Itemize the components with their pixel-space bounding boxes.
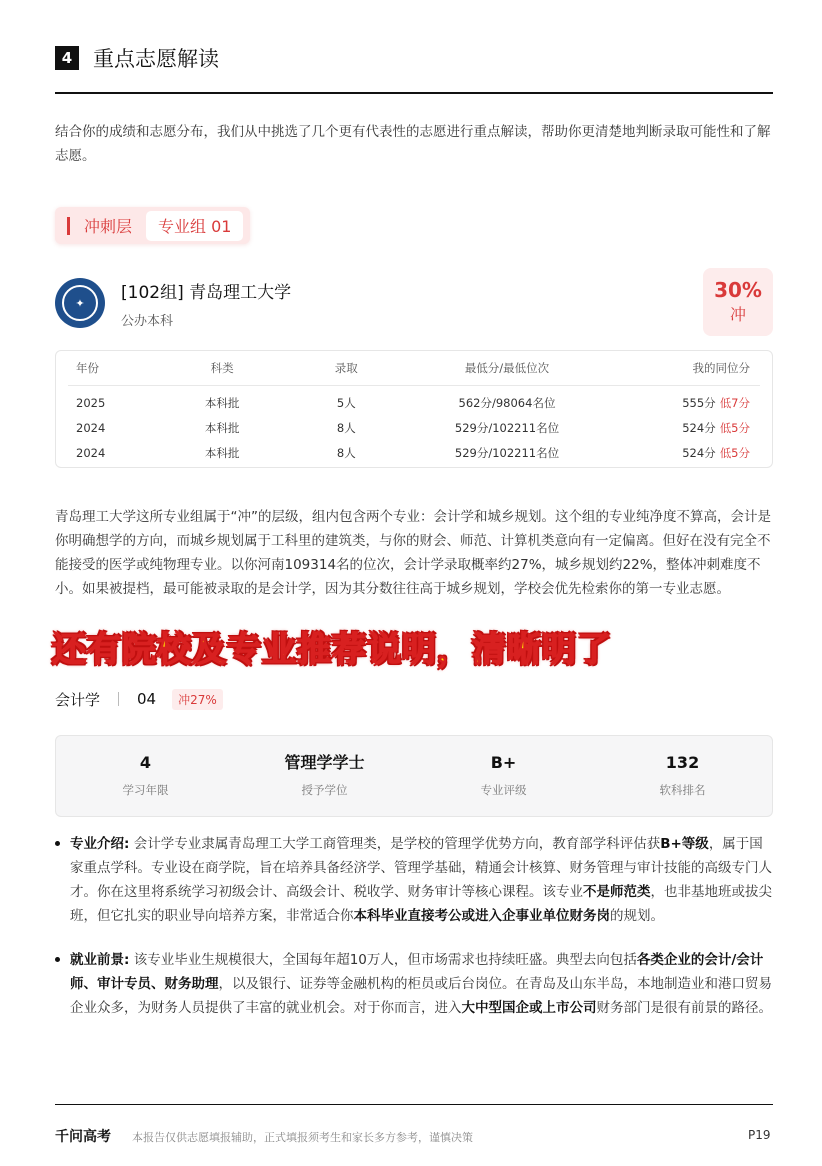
university-type: 公办本科 bbox=[121, 314, 174, 329]
cell-same-score bbox=[612, 445, 760, 461]
intro-text: 结合你的成绩和志愿分布，我们从中挑选了几个更有代表性的志愿进行重点解读，帮助你更清楚地判断录取可能性和了解志愿。 bbox=[55, 124, 771, 164]
cell-admitted: 8人 bbox=[336, 445, 356, 460]
intro-bold: B+等级 bbox=[660, 836, 709, 852]
university-logo-icon bbox=[55, 278, 105, 328]
table-header-row bbox=[68, 351, 760, 386]
tier-label: 冲刺层 bbox=[84, 217, 133, 236]
admission-table bbox=[55, 350, 773, 468]
stat-value: 管理学学士 bbox=[284, 753, 365, 772]
table-row bbox=[68, 390, 760, 415]
intro-bold: 不是师范类 bbox=[583, 884, 651, 900]
probability-badge bbox=[703, 268, 773, 336]
cell-same-score bbox=[612, 420, 760, 436]
intro-span: 会计学专业隶属青岛理工大学工商管理类，是学校的管理学优势方向，教育部学科评估获 bbox=[129, 836, 661, 852]
cell-same-score bbox=[612, 395, 760, 411]
major-code: 04 bbox=[137, 690, 157, 708]
tier-accent-bar bbox=[67, 217, 70, 235]
stat-ranking bbox=[593, 736, 772, 816]
cell-min-score: 529分/102211名位 bbox=[454, 445, 560, 460]
footer-brand: 千问高考 bbox=[55, 1129, 111, 1145]
job-span: 该专业毕业生规模很大，全国每年超10万人，但市场需求也持续旺盛。典型去向包括 bbox=[129, 952, 637, 968]
cell-category: 本科批 bbox=[204, 420, 240, 435]
header-admitted: 录取 bbox=[334, 361, 358, 375]
header-category: 科类 bbox=[210, 361, 234, 375]
bullet-dot bbox=[55, 841, 60, 846]
job-span: ，以及银行、证券等金融机构的柜员或后台岗位。在青岛及山东半岛，本地制造业和港口贸易企业众多，为财务人员提供了丰富的就业机会。对于你而言，进入 bbox=[70, 976, 772, 1016]
stat-label: 学习年限 bbox=[122, 783, 169, 797]
job-bold: 大中型国企或上市公司 bbox=[461, 1000, 597, 1016]
major-intro-bullet bbox=[55, 832, 775, 928]
bullet-dot bbox=[55, 957, 60, 962]
stat-duration bbox=[56, 736, 235, 816]
section-number: 4 bbox=[55, 46, 79, 70]
analysis-paragraph: 青岛理工大学这所专业组属于“冲”的层级，组内包含两个专业：会计学和城乡规划。这个组的专业纯净度不算高，会计是你明确想学的方向，而城乡规划属于工科里的建筑类，与你的财会、师范、计算机类意向有一定偏离。但好在没有完全不能接受的医学或纯物理专业。以你河南109314名的位次，会计学录取概率约27%，城乡规划约22%，整体冲刺难度不小。如果被提档，最可能被录取的是会计学，因为其分数往往高于城乡规划，学校会优先检索你的第一专业志愿。 bbox=[55, 509, 771, 597]
major-divider bbox=[118, 692, 119, 706]
cell-category: 本科批 bbox=[204, 445, 240, 460]
tier-group: 专业组 01 bbox=[146, 211, 243, 241]
cell-year: 2024 bbox=[76, 420, 106, 435]
score-diff: 低7分 bbox=[719, 395, 751, 410]
intro-span: 的规划。 bbox=[610, 908, 664, 924]
footer-divider bbox=[55, 1104, 773, 1105]
cell-year: 2025 bbox=[76, 395, 106, 410]
intro-span: ，也非基地班或拔尖班，但它扎实的职业导向培养方案，非常适合你 bbox=[70, 884, 772, 924]
job-outlook-bullet bbox=[55, 948, 775, 1020]
university-seal-icon: ✦ bbox=[62, 285, 98, 321]
job-bold: 各类企业的会计/会计师、审计专员、财务助理 bbox=[70, 952, 764, 992]
major-row bbox=[55, 686, 223, 712]
probability-value: 30% bbox=[714, 278, 762, 302]
header-year: 年份 bbox=[76, 361, 99, 375]
cell-year: 2024 bbox=[76, 445, 106, 460]
cell-category: 本科批 bbox=[204, 395, 240, 410]
score-diff: 低5分 bbox=[719, 420, 751, 435]
section-title: 重点志愿解读 bbox=[93, 47, 219, 71]
job-outlook-text bbox=[70, 948, 775, 1020]
footer-disclaimer: 本报告仅供志愿填报辅助，正式填报须考生和家长多方参考，谨慎决策 bbox=[132, 1131, 473, 1144]
header-same-score: 我的同位分 bbox=[692, 361, 751, 375]
major-stats bbox=[55, 735, 773, 817]
stat-value: B+ bbox=[490, 753, 517, 772]
job-span: 财务部门是很有前景的路径。 bbox=[596, 1000, 772, 1016]
tier-tag bbox=[55, 207, 250, 244]
same-score: 524分 bbox=[682, 445, 716, 460]
table-row bbox=[68, 415, 760, 440]
stat-value: 132 bbox=[665, 753, 700, 772]
cell-min-score: 529分/102211名位 bbox=[454, 420, 560, 435]
job-heading: 就业前景: bbox=[70, 952, 130, 968]
stat-label: 专业评级 bbox=[480, 783, 527, 797]
cell-admitted: 5人 bbox=[336, 395, 356, 410]
university-name: [102组] 青岛理工大学 bbox=[121, 283, 292, 303]
intro-heading: 专业介绍: bbox=[70, 836, 130, 852]
major-intro-text bbox=[70, 832, 775, 928]
stat-label: 软科排名 bbox=[659, 783, 706, 797]
stat-degree bbox=[235, 736, 414, 816]
cell-min-score: 562分/98064名位 bbox=[458, 395, 556, 410]
intro-span: ，属于国家重点学科。专业设在商学院，旨在培养具备经济学、管理学基础，精通会计核算、财务管理与审计技能的高级专门人才。你在这里将系统学习初级会计、高级会计、税收学、财务审计等核心课程。该专业 bbox=[70, 836, 772, 900]
same-score: 524分 bbox=[682, 420, 716, 435]
promo-banner: 还有院校及专业推荐说明，清晰明了 bbox=[52, 630, 612, 670]
page-number: P19 bbox=[748, 1128, 771, 1142]
cell-admitted: 8人 bbox=[336, 420, 356, 435]
major-probability-badge: 冲27% bbox=[172, 689, 223, 710]
stat-label: 授予学位 bbox=[301, 783, 348, 797]
section-header bbox=[55, 44, 219, 72]
major-name: 会计学 bbox=[55, 690, 101, 709]
header-divider bbox=[55, 92, 773, 94]
stat-rating bbox=[414, 736, 593, 816]
score-diff: 低5分 bbox=[719, 445, 751, 460]
header-min-score: 最低分/最低位次 bbox=[464, 361, 550, 375]
same-score: 555分 bbox=[682, 395, 716, 410]
probability-label: 冲 bbox=[729, 305, 746, 324]
intro-bold: 本科毕业直接考公或进入企事业单位财务岗 bbox=[353, 908, 610, 924]
table-row bbox=[68, 440, 760, 465]
stat-value: 4 bbox=[139, 753, 152, 772]
